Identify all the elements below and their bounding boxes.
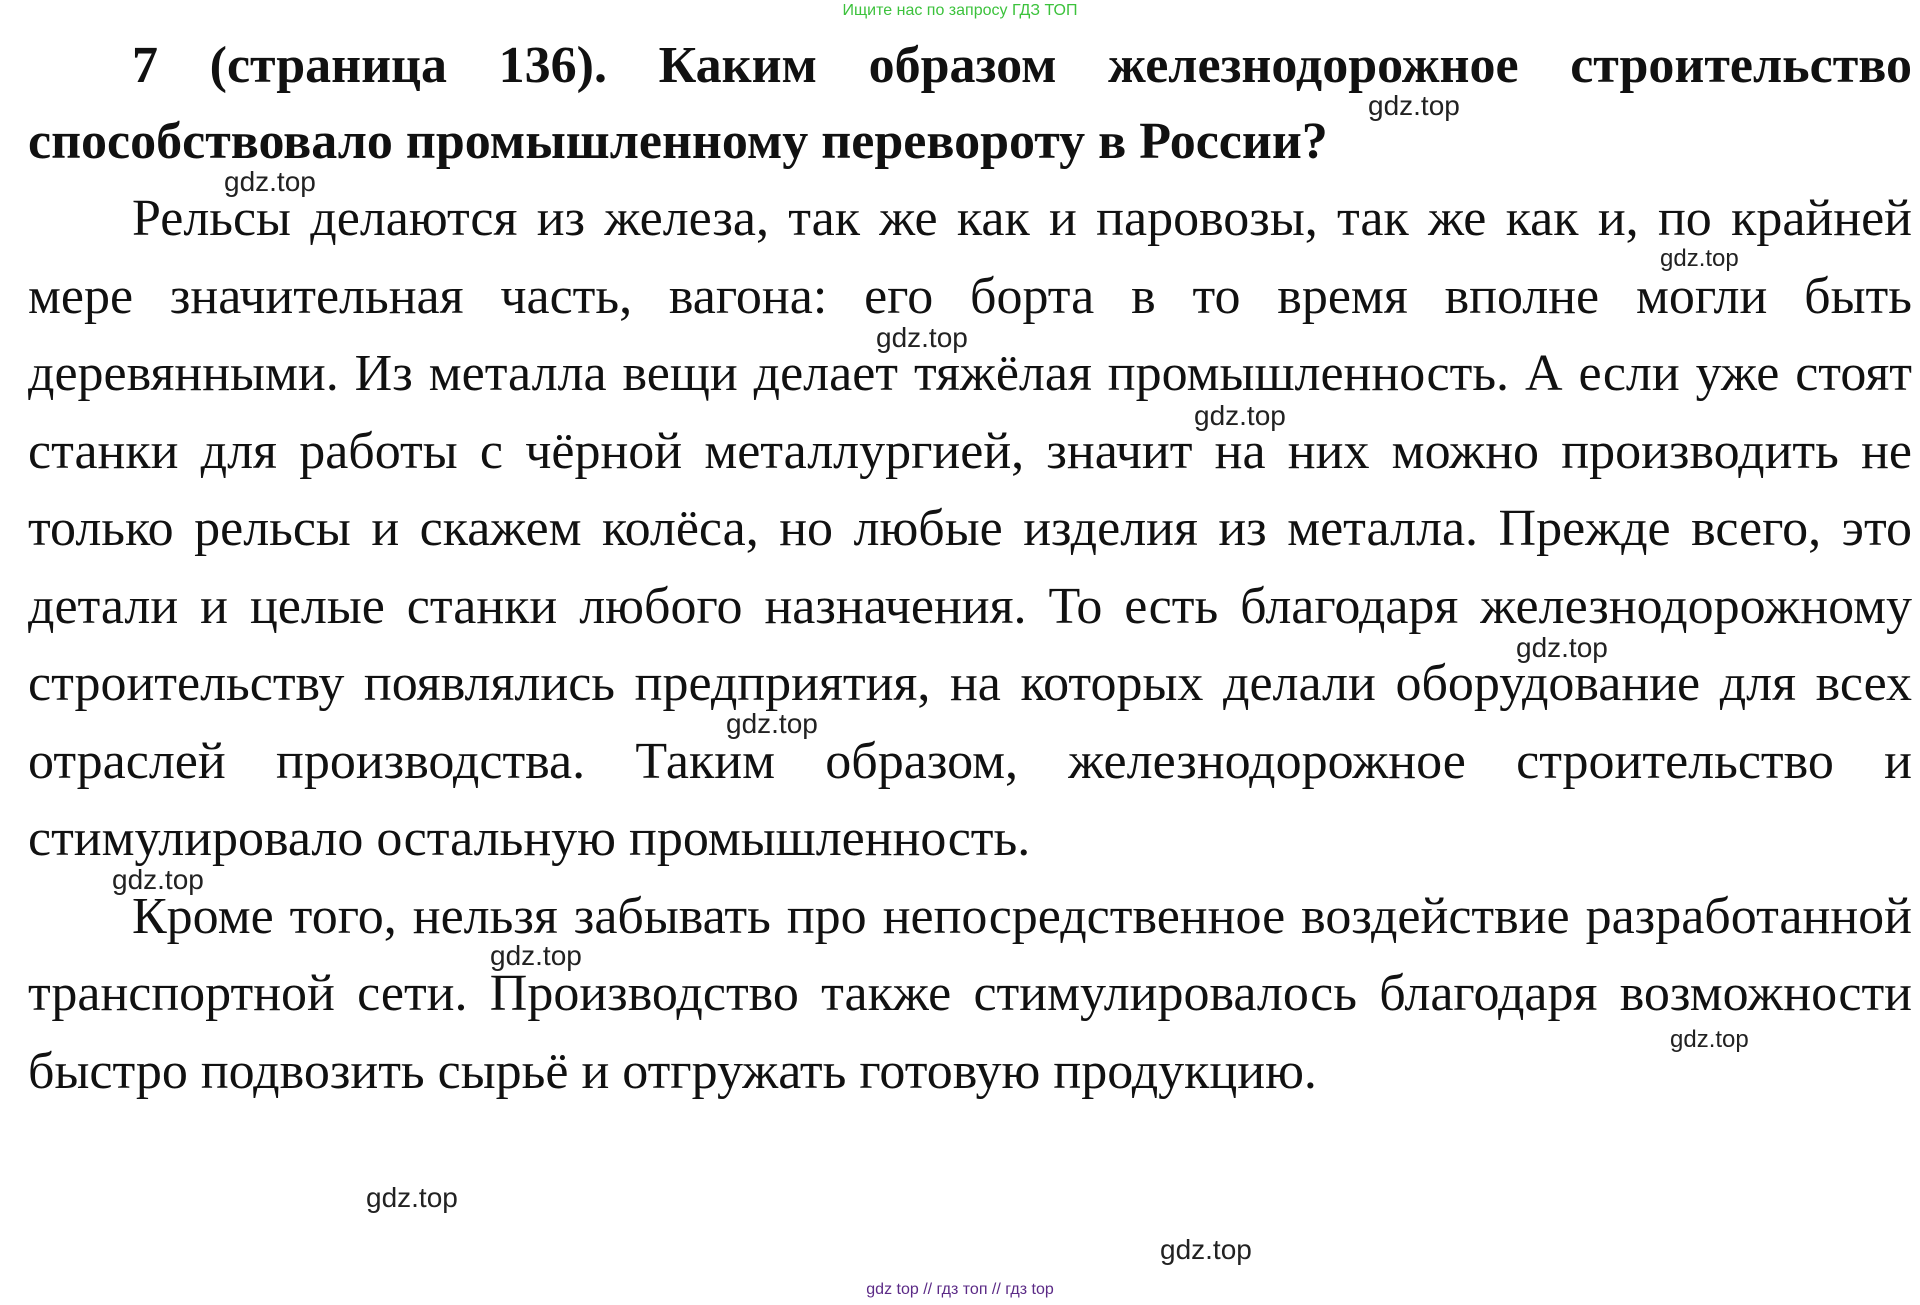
answer-paragraph-1: Рельсы делаются из железа, так же как и паровозы, так же как и, по крайней мере значительная часть, вагона: его борта в то время вполне могли быть деревянными. Из металла вещи делает тяжёлая промышленность. А если уже стоят станки для работы с чёрной металлургией, значит на них можно производить не только рельсы и скажем колёса, но любые изделия из металла. Прежде всего, это детали и целые станки любого назначения. То есть благодаря железнодорожному строительству появлялись предприятия, на которых делали оборудование для всех отраслей производства. Таким образом, железнодорожное строительство и стимулировало остальную промышленность. bbox=[28, 190, 1912, 867]
answer-paragraph-2: Кроме того, нельзя забывать про непосредственное воздействие разработанной транспортной сети. Производство также стимулировалось благодаря возможности быстро подвозить сырьё и отгружать готовую продукцию. bbox=[28, 887, 1912, 1100]
footer-text: gdz top // гдз топ // гдз top bbox=[866, 1281, 1054, 1298]
watermark: gdz.top bbox=[1368, 90, 1460, 121]
watermark: gdz.top bbox=[876, 322, 968, 353]
watermark: gdz.top bbox=[1660, 245, 1739, 272]
watermark: gdz.top bbox=[1194, 400, 1286, 431]
watermark: gdz.top bbox=[1160, 1234, 1252, 1265]
watermark: gdz.top bbox=[490, 940, 582, 971]
watermark: gdz.top bbox=[366, 1182, 458, 1213]
watermark: gdz.top bbox=[112, 864, 204, 895]
watermark: gdz.top bbox=[1670, 1026, 1749, 1053]
question-heading: 7 (страница 136). Каким образом железнодорожное строительство способствовало промышленному перевороту в России? bbox=[28, 37, 1912, 170]
top-banner: Ищите нас по запросу ГДЗ ТОП bbox=[842, 2, 1078, 19]
watermark: gdz.top bbox=[1516, 632, 1608, 663]
watermark: gdz.top bbox=[224, 166, 316, 197]
watermark: gdz.top bbox=[726, 708, 818, 739]
